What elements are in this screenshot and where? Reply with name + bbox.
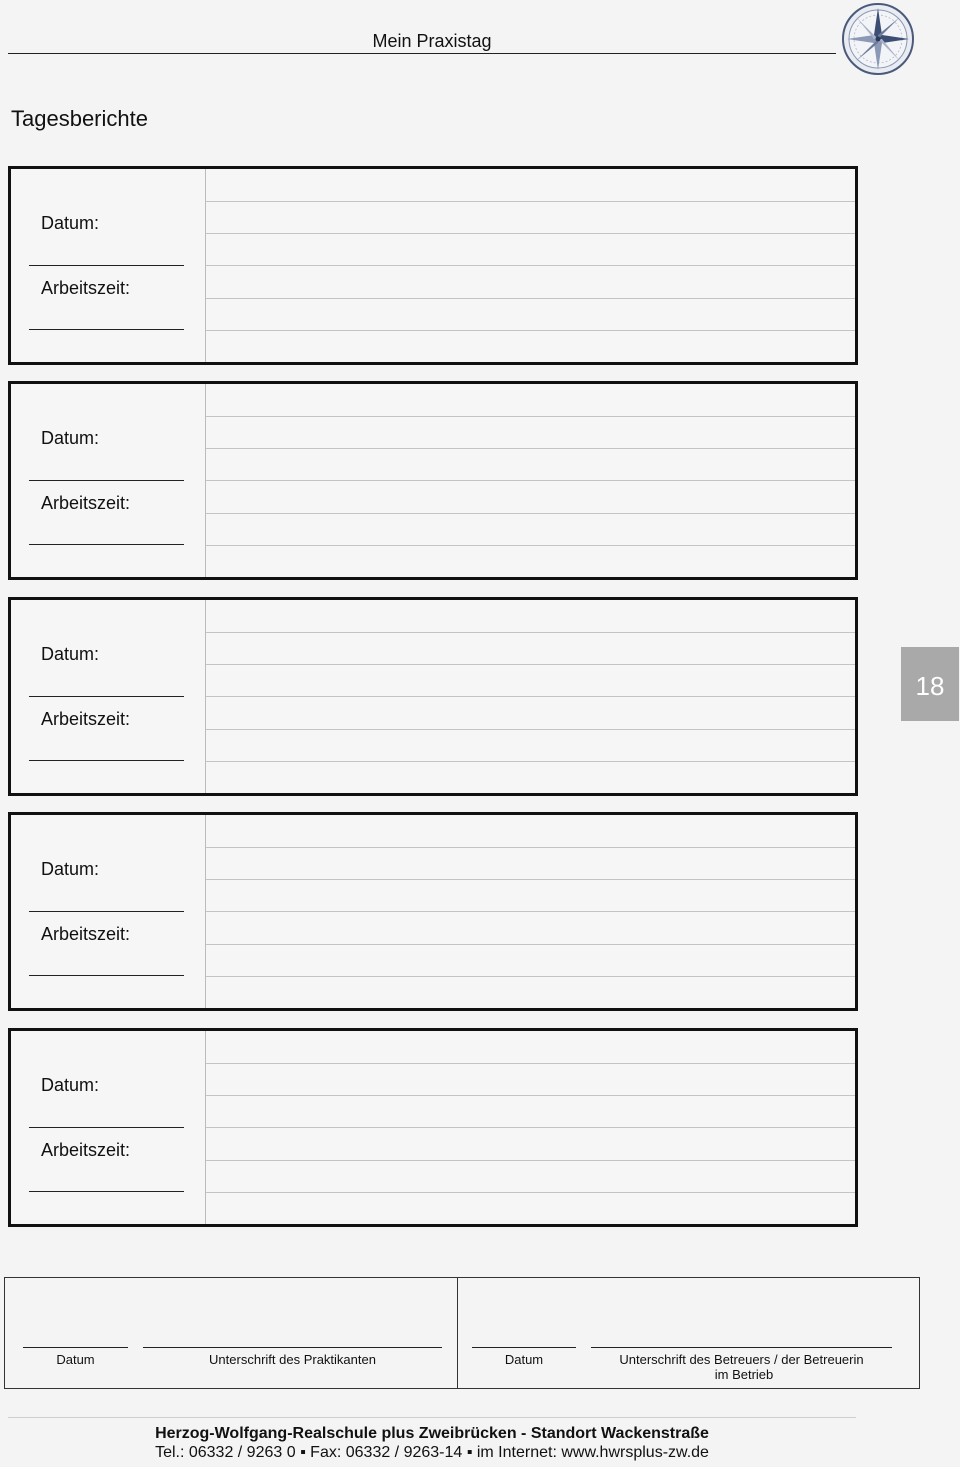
date-write-line[interactable] [29, 265, 184, 266]
supervisor-signature-line[interactable] [591, 1347, 892, 1348]
student-signature-line[interactable] [143, 1347, 442, 1348]
worktime-write-line[interactable] [29, 329, 184, 330]
entry-meta-column [11, 815, 206, 1008]
ruled-line[interactable] [206, 545, 855, 546]
page-number-tab: 18 [901, 647, 959, 721]
ruled-line[interactable] [206, 1160, 855, 1161]
footer-school-name: Herzog-Wolfgang-Realschule plus Zweibrücken - Standort Wackenstraße [155, 1425, 709, 1442]
header-title: Mein Praxistag [372, 31, 492, 51]
report-entry [8, 1028, 858, 1227]
ruled-line[interactable] [206, 1127, 855, 1128]
date-label: Datum: [41, 213, 100, 233]
header-divider [8, 53, 836, 54]
worktime-label: Arbeitszeit: [41, 1140, 131, 1160]
ruled-line[interactable] [206, 480, 855, 481]
entry-meta-column [11, 600, 206, 793]
ruled-line[interactable] [206, 416, 855, 417]
date-write-line[interactable] [29, 696, 184, 697]
date-label: Datum: [41, 859, 100, 879]
worktime-label: Arbeitszeit: [41, 924, 131, 944]
report-entry [8, 166, 858, 365]
ruled-line[interactable] [206, 1192, 855, 1193]
date-write-line[interactable] [29, 1127, 184, 1128]
date-label: Datum: [41, 644, 100, 664]
ruled-line[interactable] [206, 761, 855, 762]
supervisor-date-line[interactable] [472, 1347, 576, 1348]
worktime-label: Arbeitszeit: [41, 278, 131, 298]
date-write-line[interactable] [29, 480, 184, 481]
ruled-line[interactable] [206, 1095, 855, 1096]
ruled-line[interactable] [206, 233, 855, 234]
page-title: Tagesberichte [11, 106, 148, 131]
compass-logo-icon [840, 2, 918, 80]
entry-meta-column [11, 1031, 206, 1224]
ruled-line[interactable] [206, 330, 855, 331]
ruled-line[interactable] [206, 664, 855, 665]
ruled-line[interactable] [206, 513, 855, 514]
ruled-line[interactable] [206, 879, 855, 880]
ruled-line[interactable] [206, 847, 855, 848]
worktime-write-line[interactable] [29, 975, 184, 976]
entry-meta-column [11, 384, 206, 577]
date-label: Datum: [41, 428, 100, 448]
report-entry [8, 812, 858, 1011]
student-signature-label: Unterschrift des Praktikanten [209, 1352, 376, 1367]
worktime-write-line[interactable] [29, 544, 184, 545]
ruled-line[interactable] [206, 976, 855, 977]
ruled-line[interactable] [206, 1063, 855, 1064]
supervisor-signature-sublabel: im Betrieb [714, 1367, 774, 1382]
ruled-line[interactable] [206, 911, 855, 912]
worktime-write-line[interactable] [29, 760, 184, 761]
entry-meta-column [11, 169, 206, 362]
date-write-line[interactable] [29, 911, 184, 912]
date-label: Datum: [41, 1075, 100, 1095]
worktime-write-line[interactable] [29, 1191, 184, 1192]
ruled-line[interactable] [206, 944, 855, 945]
ruled-line[interactable] [206, 632, 855, 633]
ruled-line[interactable] [206, 448, 855, 449]
worktime-label: Arbeitszeit: [41, 709, 131, 729]
supervisor-signature-label: Unterschrift des Betreuers / der Betreuerin [619, 1352, 864, 1367]
ruled-line[interactable] [206, 298, 855, 299]
worktime-label: Arbeitszeit: [41, 493, 131, 513]
student-date-line[interactable] [23, 1347, 128, 1348]
ruled-line[interactable] [206, 729, 855, 730]
signature-divider [457, 1277, 458, 1388]
ruled-line[interactable] [206, 265, 855, 266]
ruled-line[interactable] [206, 201, 855, 202]
footer-contact: Tel.: 06332 / 9263 0 ▪ Fax: 06332 / 9263-14 ▪ im Internet: www.hwrsplus-zw.de [155, 1444, 709, 1461]
report-entry [8, 381, 858, 580]
student-date-label: Datum [56, 1352, 95, 1367]
report-entry [8, 597, 858, 796]
footer-divider [8, 1417, 856, 1418]
ruled-line[interactable] [206, 696, 855, 697]
supervisor-date-label: Datum [504, 1352, 544, 1367]
